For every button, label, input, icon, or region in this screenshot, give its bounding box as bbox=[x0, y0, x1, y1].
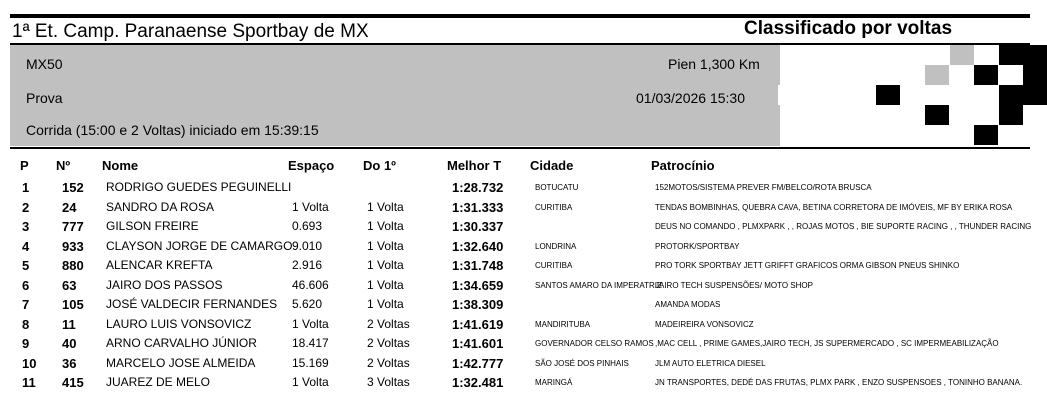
cell-pos: 10 bbox=[22, 355, 37, 371]
flag-square bbox=[974, 85, 998, 105]
col-header-num: Nº bbox=[56, 158, 71, 173]
flag-square bbox=[950, 45, 974, 65]
flag-square bbox=[999, 105, 1023, 125]
col-header-pos: P bbox=[20, 158, 29, 173]
cell-num: 933 bbox=[62, 238, 84, 254]
table-row bbox=[0, 334, 1044, 353]
cell-num: 11 bbox=[62, 316, 76, 332]
flag-square bbox=[901, 125, 925, 145]
cell-gap: 1 Volta bbox=[292, 316, 329, 331]
cell-city: CURITIBA bbox=[535, 202, 573, 212]
cell-sponsor: 152MOTOS/SISTEMA PREVER FM/BELCO/ROTA BRUSCA bbox=[655, 183, 872, 192]
table-row bbox=[0, 256, 1044, 275]
cell-sponsor: TENDAS BOMBINHAS, QUEBRA CAVA, BETINA CORRETORA DE IMÓVEIS, MF BY ERIKA ROSA bbox=[655, 202, 1013, 212]
cell-name: JAIRO DOS PASSOS bbox=[106, 277, 223, 292]
cell-city: SÃO JOSÉ DOS PINHAIS bbox=[535, 358, 629, 368]
cell-city: BOTUCATU bbox=[535, 183, 579, 192]
flag-square bbox=[925, 105, 949, 125]
cell-num: 63 bbox=[62, 277, 77, 293]
flag-square bbox=[999, 45, 1023, 65]
cell-num: 880 bbox=[62, 258, 84, 273]
cell-city: LONDRINA bbox=[535, 241, 577, 251]
race-datetime: 01/03/2026 15:30 bbox=[636, 90, 745, 106]
table-row bbox=[0, 178, 1044, 197]
flag-square bbox=[876, 85, 900, 105]
cell-gap-first: 1 Volta bbox=[367, 219, 404, 233]
cell-gap: 2.916 bbox=[292, 258, 323, 272]
flag-square bbox=[974, 105, 998, 125]
table-row bbox=[0, 373, 1044, 392]
cell-pos: 3 bbox=[22, 219, 30, 234]
cell-sponsor: JAIRO TECH SUSPENSÕES/ MOTO SHOP bbox=[655, 280, 813, 290]
cell-num: 105 bbox=[62, 297, 84, 312]
cell-num: 40 bbox=[62, 336, 77, 351]
cell-best: 1:41.601 bbox=[452, 336, 504, 351]
cell-gap-first: 1 Volta bbox=[367, 277, 404, 292]
flag-square bbox=[901, 45, 925, 65]
col-header-gap-first: Do 1º bbox=[363, 158, 396, 173]
race-description: Corrida (15:00 e 2 Voltas) iniciado em 15:39:15 bbox=[26, 122, 319, 138]
col-header-best-time: Melhor T bbox=[447, 158, 502, 173]
flag-square bbox=[925, 65, 949, 85]
table-row bbox=[0, 198, 1044, 217]
cell-pos: 7 bbox=[22, 297, 30, 312]
cell-pos: 11 bbox=[22, 375, 36, 390]
table-row bbox=[0, 217, 1044, 236]
cell-gap-first: 1 Volta bbox=[367, 238, 404, 253]
cell-city: SANTOS AMARO DA IMPERATRIZ bbox=[535, 280, 662, 290]
event-title: 1ª Et. Camp. Paranaense Sportbay de MX bbox=[12, 21, 369, 42]
cell-pos: 2 bbox=[22, 199, 30, 215]
col-header-city: Cidade bbox=[530, 158, 574, 173]
cell-pos: 8 bbox=[22, 316, 30, 332]
cell-gap-first: 2 Voltas bbox=[367, 336, 410, 350]
cell-name: JOSÉ VALDECIR FERNANDES bbox=[106, 297, 278, 311]
session-type-label: Prova bbox=[26, 90, 63, 106]
cell-gap-first: 1 Volta bbox=[367, 258, 404, 272]
header-rule bbox=[10, 147, 1030, 149]
flag-square bbox=[778, 85, 802, 105]
cell-best: 1:30.337 bbox=[452, 219, 504, 234]
cell-gap-first: 1 Volta bbox=[367, 199, 404, 214]
cell-sponsor: DEUS NO COMANDO , PLMXPARK , , ROJAS MOTOS , BIE SUPORTE RACING , , THUNDER RACING bbox=[655, 222, 1032, 231]
cell-best: 1:28.732 bbox=[452, 180, 504, 195]
cell-gap: 15.169 bbox=[292, 355, 329, 370]
table-row bbox=[0, 295, 1044, 314]
cell-name: ARNO CARVALHO JÚNIOR bbox=[106, 336, 257, 350]
cell-city: MARINGÁ bbox=[535, 378, 573, 387]
table-row bbox=[0, 276, 1044, 295]
cell-gap-first: 2 Voltas bbox=[367, 355, 410, 370]
track-info: Pien 1,300 Km bbox=[668, 56, 760, 72]
cell-best: 1:32.640 bbox=[452, 238, 504, 254]
cell-sponsor: ,MAC CELL , PRIME GAMES,JAIRO TECH, JS SUPERMERCADO , SC IMPERMEABILIZAÇÃO bbox=[655, 339, 999, 348]
table-row bbox=[0, 354, 1044, 373]
cell-gap: 5.620 bbox=[292, 297, 323, 311]
cell-city: MANDIRITUBA bbox=[535, 319, 591, 329]
cell-name: SANDRO DA ROSA bbox=[106, 199, 215, 214]
cell-gap: 0.693 bbox=[292, 219, 323, 233]
cell-gap: 46.606 bbox=[292, 277, 329, 292]
cell-sponsor: PROTORK/SPORTBAY bbox=[655, 241, 740, 251]
cell-best: 1:38.309 bbox=[452, 297, 504, 312]
cell-gap-first: 1 Volta bbox=[367, 297, 404, 311]
col-header-gap: Espaço bbox=[288, 158, 335, 173]
cell-sponsor: PRO TORK SPORTBAY JETT GRIFFT GRAFICOS ORMA GIBSON PNEUS SHINKO bbox=[655, 261, 960, 270]
cell-num: 152 bbox=[62, 180, 84, 195]
col-header-name: Nome bbox=[102, 158, 139, 173]
cell-name: LAURO LUIS VONSOVICZ bbox=[106, 316, 252, 331]
classification-title: Classificado por voltas bbox=[744, 18, 953, 39]
cell-name: RODRIGO GUEDES PEGUINELLI bbox=[106, 180, 292, 194]
flag-square bbox=[901, 65, 925, 85]
cell-best: 1:32.481 bbox=[452, 375, 504, 390]
cell-best: 1:31.748 bbox=[452, 258, 504, 273]
flag-square bbox=[901, 85, 925, 105]
cell-pos: 1 bbox=[22, 180, 30, 195]
cell-num: 415 bbox=[62, 375, 84, 390]
flag-square bbox=[999, 85, 1023, 105]
category-label: MX50 bbox=[26, 56, 63, 72]
cell-pos: 5 bbox=[22, 258, 30, 273]
cell-gap-first: 2 Voltas bbox=[367, 316, 410, 331]
cell-num: 777 bbox=[62, 219, 84, 234]
table-row bbox=[0, 237, 1044, 256]
cell-best: 1:42.777 bbox=[452, 355, 504, 371]
flag-square bbox=[876, 105, 900, 125]
flag-square bbox=[827, 125, 851, 145]
flag-square bbox=[1023, 85, 1047, 105]
cell-name: GILSON FREIRE bbox=[106, 219, 199, 233]
cell-name: MARCELO JOSE ALMEIDA bbox=[106, 355, 256, 370]
flag-square bbox=[950, 65, 974, 85]
cell-num: 36 bbox=[62, 355, 77, 371]
cell-sponsor: JN TRANSPORTES, DEDÉ DAS FRUTAS, PLMX PARK , ENZO SUSPENSOES , TONINHO BANANA. bbox=[655, 378, 1023, 387]
col-header-sponsor: Patrocínio bbox=[651, 158, 715, 173]
cell-city: GOVERNADOR CELSO RAMOS bbox=[535, 339, 654, 348]
flag-square bbox=[1023, 65, 1047, 85]
cell-pos: 9 bbox=[22, 336, 30, 351]
cell-city: CURITIBA bbox=[535, 261, 573, 270]
flag-square bbox=[1023, 45, 1047, 65]
cell-best: 1:31.333 bbox=[452, 199, 504, 215]
cell-pos: 6 bbox=[22, 277, 30, 293]
cell-sponsor: AMANDA MODAS bbox=[655, 300, 721, 309]
cell-gap: 1 Volta bbox=[292, 199, 329, 214]
flag-square bbox=[974, 65, 998, 85]
cell-name: CLAYSON JORGE DE CAMARGO bbox=[106, 238, 293, 253]
cell-sponsor: MADEIREIRA VONSOVICZ bbox=[655, 319, 754, 329]
cell-gap: 18.417 bbox=[292, 336, 329, 350]
cell-best: 1:41.619 bbox=[452, 316, 504, 332]
cell-pos: 4 bbox=[22, 238, 30, 254]
cell-sponsor: JLM AUTO ELETRICA DIESEL bbox=[655, 358, 766, 368]
cell-name: JUAREZ DE MELO bbox=[106, 375, 211, 389]
cell-name: ALENCAR KREFTA bbox=[106, 258, 213, 272]
flag-square bbox=[1023, 105, 1047, 125]
cell-gap: 1 Volta bbox=[292, 375, 329, 389]
cell-gap: 9.010 bbox=[292, 238, 323, 253]
flag-square bbox=[999, 125, 1023, 145]
table-row bbox=[0, 315, 1044, 334]
cell-num: 24 bbox=[62, 199, 77, 215]
cell-best: 1:34.659 bbox=[452, 277, 504, 293]
flag-square bbox=[974, 125, 998, 145]
cell-gap-first: 3 Voltas bbox=[367, 375, 410, 389]
